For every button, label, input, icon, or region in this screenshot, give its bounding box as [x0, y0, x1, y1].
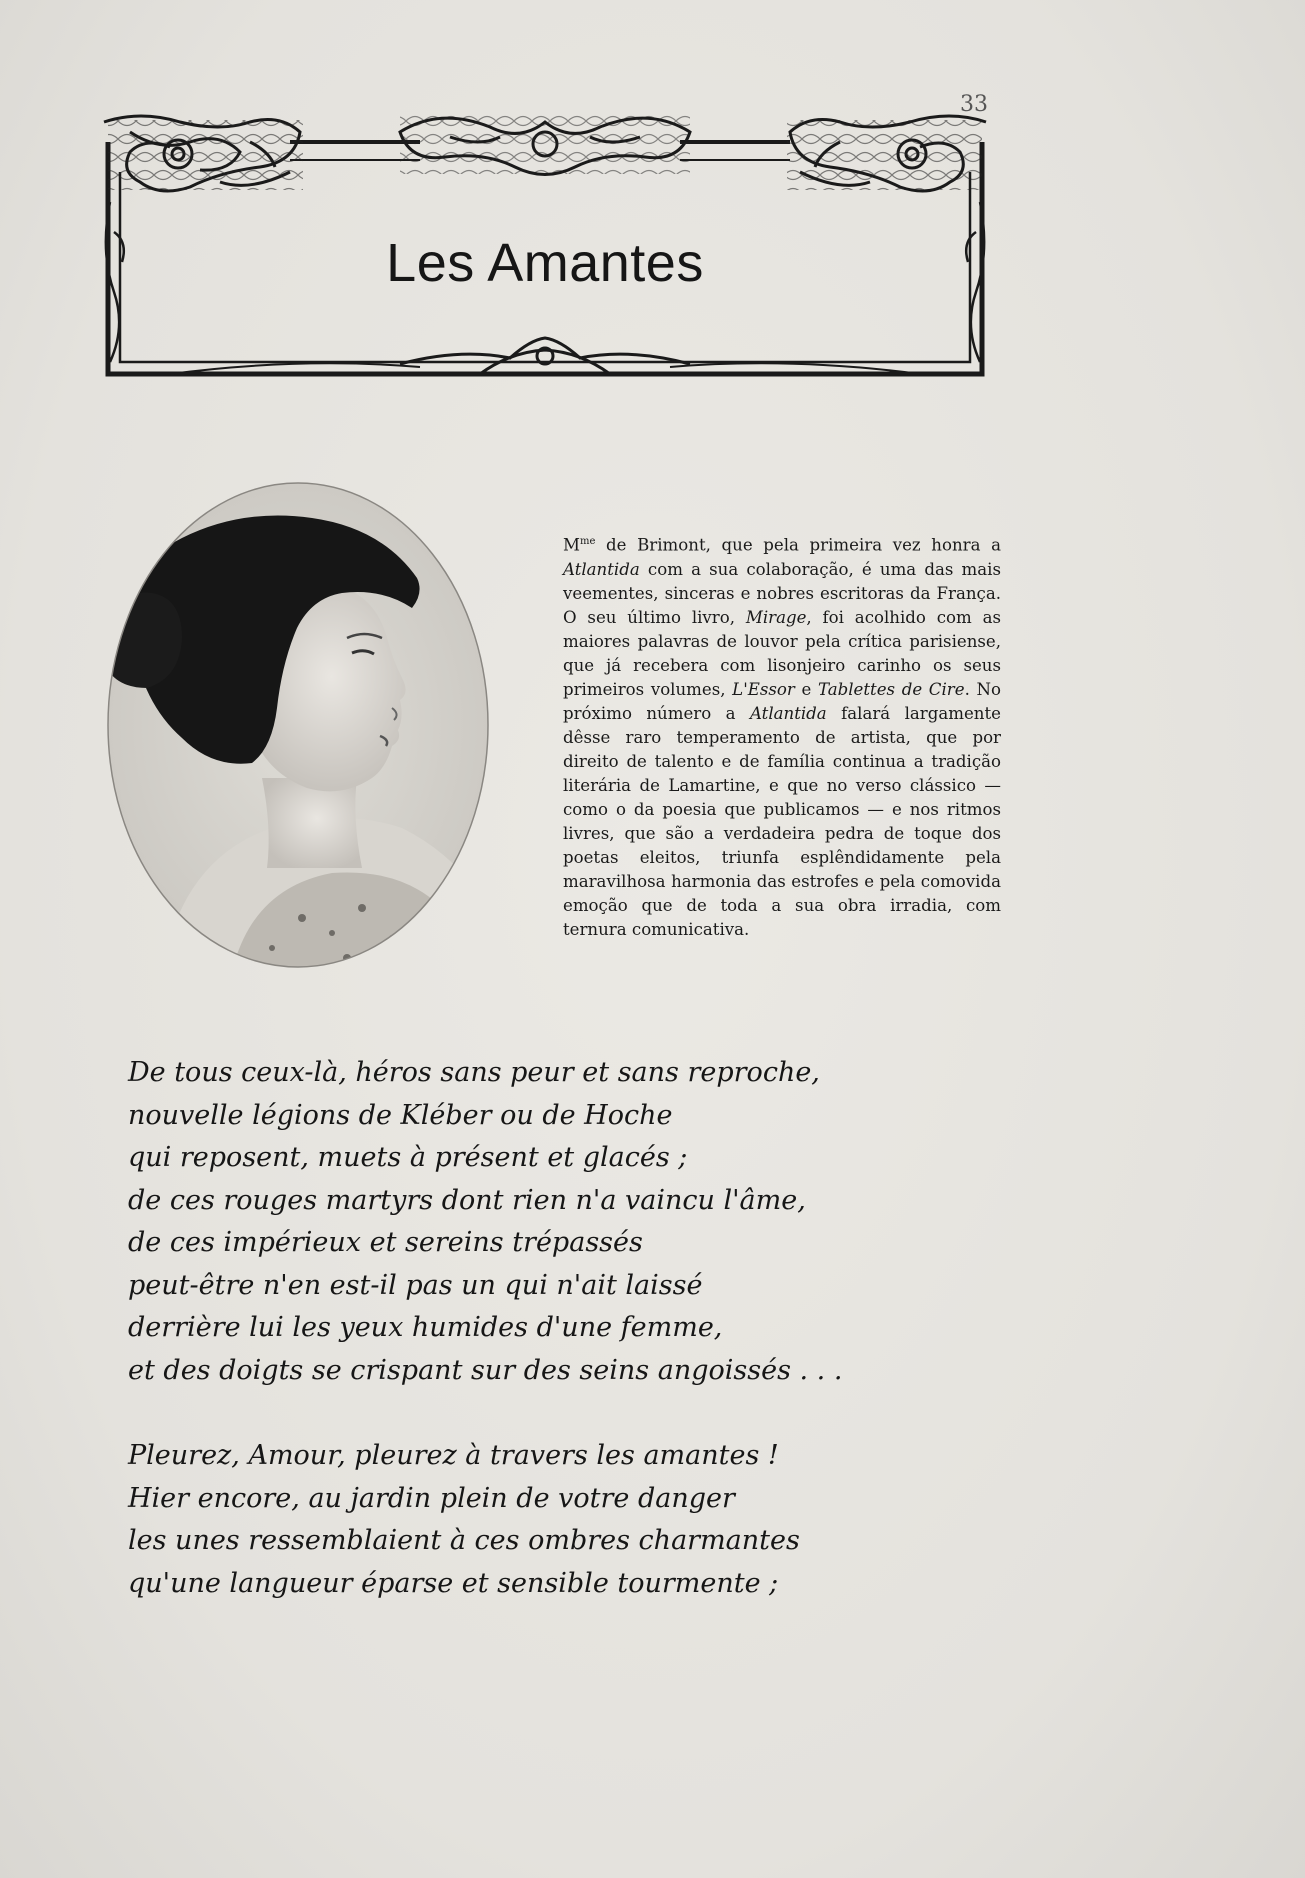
- poem-line: nouvelle légions de Kléber ou de Hoche: [128, 1099, 673, 1131]
- poem-line: Pleurez, Amour, pleurez à travers les amantes !: [128, 1440, 779, 1471]
- poem-line: qu'une langueur éparse et sensible tourmente ;: [128, 1567, 779, 1599]
- intro-segment: M: [563, 535, 580, 555]
- intro-segment: . No próximo número a: [563, 679, 1001, 723]
- intro-paragraph: [563, 530, 1001, 942]
- poem-line: de ces rouges martyrs dont rien n'a vaincu l'âme,: [128, 1184, 806, 1216]
- portrait-woman-profile-icon: [102, 478, 494, 972]
- poem-line: derrière lui les yeux humides d'une femme,: [128, 1312, 723, 1343]
- poem-stanza-1: [128, 1052, 1028, 1392]
- poem-line: les unes ressemblaient à ces ombres charmantes: [128, 1525, 800, 1556]
- intro-segment: Atlantida: [749, 703, 827, 723]
- poem-line: peut-être n'en est-il pas un qui n'ait laissé: [128, 1269, 703, 1301]
- intro-segment: me: [580, 536, 596, 547]
- page-number: 33: [960, 92, 988, 117]
- page-title: Les Amantes: [386, 233, 704, 293]
- poem-line: qui reposent, muets à présent et glacés ;: [128, 1142, 688, 1173]
- intro-segment: de Brimont, que pela primeira vez honra a: [595, 535, 1001, 555]
- intro-segment: falará largamente dêsse raro temperamento de artista, que por direito de talento e de família continua a tradição literária de Lamartine, e que no verso clássico — como o da poesia que publicamos — e nos ritmos livres, que são a verdadeira pedra de toque dos poetas eleitos, triunfa esplêndidamente pela maravilhosa harmonia das estrofes e pela comovida emoção que de toda a sua obra irradia, com ternura comunicativa.: [563, 703, 1001, 939]
- poem-stanza-2: [128, 1435, 1028, 1605]
- intro-segment: e: [794, 679, 818, 699]
- intro-segment: Tablettes de Cire: [817, 679, 965, 699]
- poem: [128, 1052, 1028, 1648]
- intro-segment: Mirage: [745, 607, 807, 627]
- header-frame: [100, 112, 990, 388]
- poem-line: Hier encore, au jardin plein de votre danger: [128, 1482, 735, 1514]
- intro-segment: , foi acolhido com as maiores palavras de louvor pela crítica parisiense, que já recebera com lisonjeiro carinho os seus primeiros volumes,: [563, 607, 1001, 699]
- intro-segment: com a sua colaboração, é uma das mais veementes, sinceras e nobres escritoras da França. O seu último livro,: [563, 559, 1001, 627]
- poem-line: de ces impérieux et sereins trépassés: [128, 1227, 643, 1258]
- poem-line: De tous ceux-là, héros sans peur et sans reproche,: [128, 1057, 820, 1088]
- intro-segment: L'Essor: [732, 679, 795, 699]
- portrait: [102, 478, 494, 972]
- poem-line: et des doigts se crispant sur des seins angoissés . . .: [128, 1354, 843, 1386]
- intro-segment: Atlantida: [563, 559, 640, 579]
